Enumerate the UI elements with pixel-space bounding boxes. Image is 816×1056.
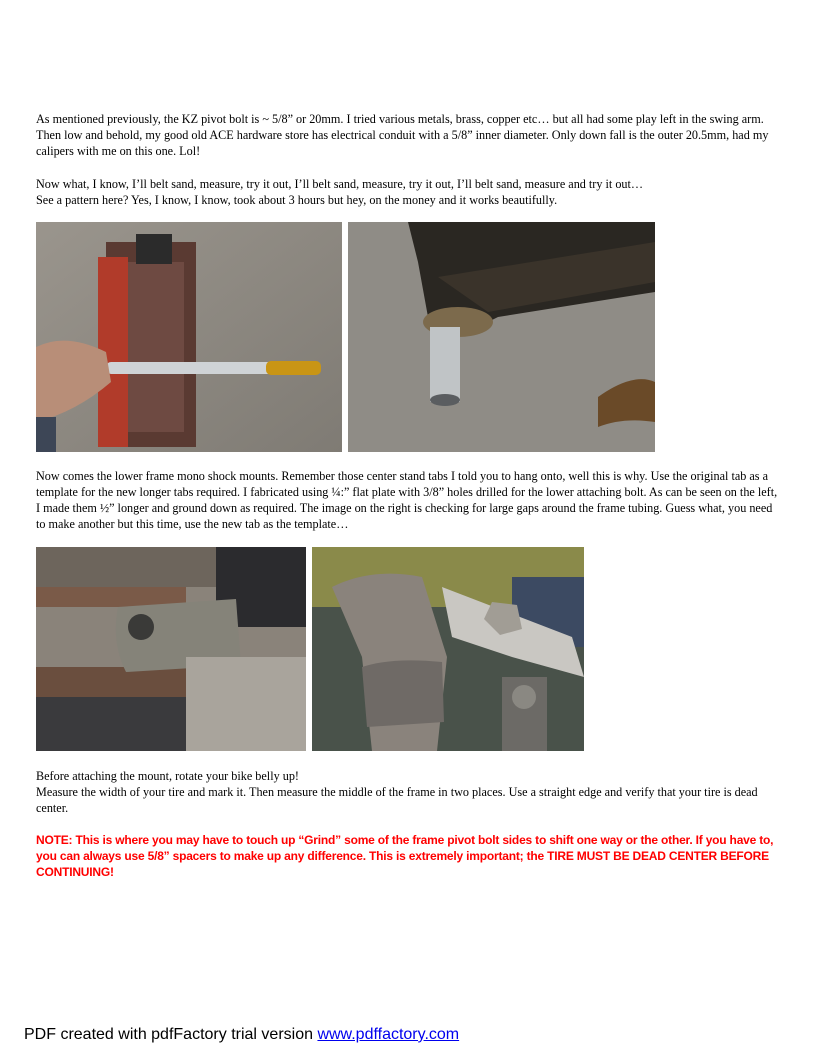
paragraph-rotate-bike bbox=[36, 768, 781, 816]
paragraph-rotate-bike-line1: Before attaching the mount, rotate your bike belly up! bbox=[36, 769, 299, 783]
photo-belt-sander bbox=[36, 222, 342, 452]
paragraph-belt-sand-line2: See a pattern here? Yes, I know, I know, took about 3 hours but hey, on the money and it works beautifully. bbox=[36, 193, 558, 207]
footer-link-pdffactory[interactable]: www.pdffactory.com bbox=[317, 1026, 460, 1043]
photo-frame-gap-check bbox=[312, 547, 584, 751]
note-tire-dead-center: NOTE: This is where you may have to touch up “Grind” some of the frame pivot bolt sides to shift one way or the other. If you have to, you can always use 5/8” spacers to make up any difference. This is extremely important; the TIRE MUST BE DEAD CENTER BEFORE CONTINUING! bbox=[36, 833, 774, 879]
paragraph-pivot-bolt: As mentioned previously, the KZ pivot bolt is ~ 5/8” or 20mm. I tried various metals, brass, copper etc… but all had some play left in the swing arm. Then low and behold, my good old ACE hardware store has electrical conduit with a 5/8” inner diameter. Only down fall is the outer 20.5mm, had my calipers with me on this one. Lol! bbox=[36, 112, 769, 158]
pdf-footer bbox=[24, 1025, 459, 1045]
photo-swing-arm-conduit bbox=[348, 222, 655, 452]
photo-tab-in-vise bbox=[36, 547, 306, 751]
paragraph-rotate-bike-line2: Measure the width of your tire and mark it. Then measure the middle of the frame in two places. Use a straight edge and verify that your tire is dead center. bbox=[36, 785, 758, 815]
paragraph-belt-sand bbox=[36, 176, 781, 208]
footer-text: PDF created with pdfFactory trial version bbox=[24, 1026, 318, 1043]
paragraph-mono-shock-mounts: Now comes the lower frame mono shock mounts. Remember those center stand tabs I told you to hang onto, well this is why. Use the original tab as a template for the new longer tabs required. I fabricated using ¼:” flat plate with 3/8” holes drilled for the lower attaching bolt. As can be seen on the left, I made them ½” longer and ground down as required. The image on the right is checking for large gaps around the frame tubing. Guess what, you need to make another but this time, use the new tab as the template… bbox=[36, 469, 778, 531]
paragraph-belt-sand-line1: Now what, I know, I’ll belt sand, measure, try it out, I’ll belt sand, measure, try it out, I’ll belt sand, measure and try it out… bbox=[36, 177, 644, 191]
